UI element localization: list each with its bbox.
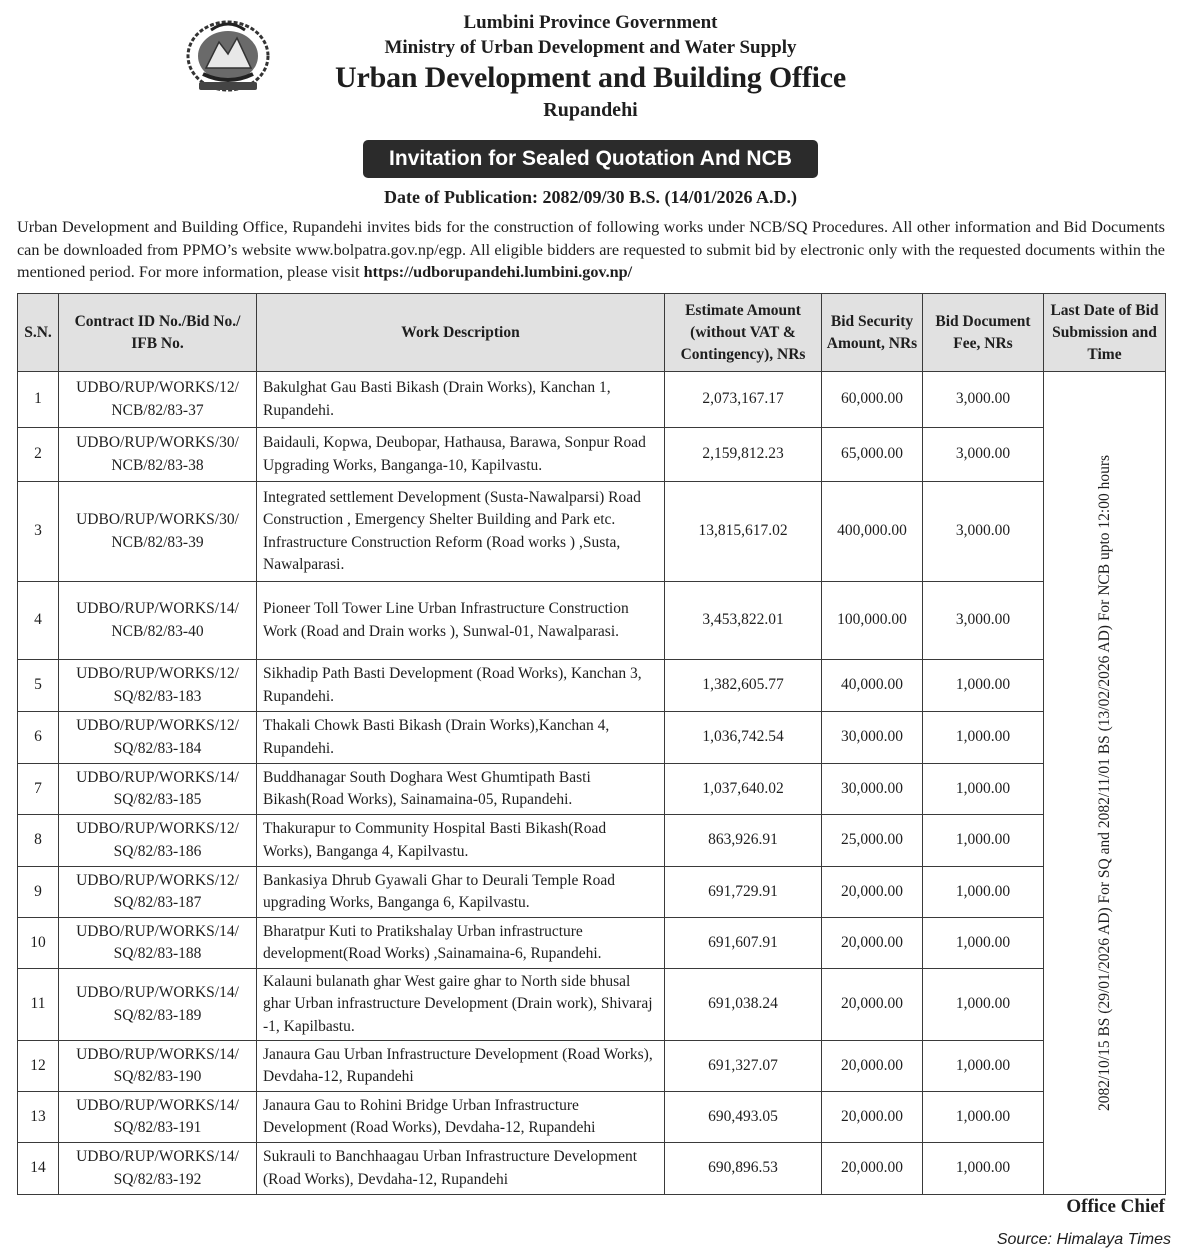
cell-work-description: Sikhadip Path Basti Development (Road Works), Kanchan 3, Rupandehi.: [257, 660, 665, 712]
cell-contract-id: [59, 1143, 257, 1195]
contract-id-line2: SQ/82/83-183: [113, 687, 202, 705]
contract-id-line1: UDBO/RUP/WORKS/30/: [76, 511, 239, 528]
cell-sn: 10: [18, 918, 59, 969]
cell-contract-id: [59, 815, 257, 867]
contract-id-line1: UDBO/RUP/WORKS/14/: [76, 768, 239, 786]
cell-work-description: Bakulghat Gau Basti Bikash (Drain Works), Kanchan 1, Rupandehi.: [257, 372, 665, 428]
header-estimate: Estimate Amount (without VAT & Contingency), NRs: [665, 294, 822, 372]
cell-sn: 9: [18, 867, 59, 918]
office-title: Urban Development and Building Office: [335, 61, 846, 94]
contract-id-line2: SQ/82/83-189: [113, 1006, 202, 1024]
table-row: [18, 764, 1166, 815]
cell-work-description: Janaura Gau Urban Infrastructure Development (Road Works), Devdaha-12, Rupandehi: [257, 1041, 665, 1092]
cell-document-fee: 1,000.00: [923, 815, 1044, 867]
ministry-title: Ministry of Urban Development and Water Supply: [384, 37, 797, 58]
cell-bid-security: 20,000.00: [822, 918, 923, 969]
district-title: Rupandehi: [543, 99, 638, 121]
cell-document-fee: 3,000.00: [923, 372, 1044, 428]
cell-work-description: Thakurapur to Community Hospital Basti Bikash(Road Works), Banganga 4, Kapilvastu.: [257, 815, 665, 867]
contract-id-line2: NCB/82/83-37: [111, 401, 204, 419]
cell-sn: 13: [18, 1092, 59, 1143]
cell-document-fee: 1,000.00: [923, 1143, 1044, 1195]
cell-document-fee: 1,000.00: [923, 1041, 1044, 1092]
cell-sn: 11: [18, 969, 59, 1041]
cell-estimate: 1,037,640.02: [665, 764, 822, 815]
cell-contract-id: [59, 918, 257, 969]
cell-estimate: 691,038.24: [665, 969, 822, 1041]
contract-id-line2: SQ/82/83-185: [113, 791, 202, 808]
table-row: [18, 582, 1166, 660]
cell-document-fee: 1,000.00: [923, 918, 1044, 969]
contract-id-line2: NCB/82/83-40: [111, 622, 204, 640]
cell-bid-security: 20,000.00: [822, 1092, 923, 1143]
contract-id-line2: SQ/82/83-192: [113, 1170, 202, 1188]
cell-document-fee: 3,000.00: [923, 582, 1044, 660]
website-link[interactable]: https://udborupandehi.lumbini.gov.np/: [363, 263, 633, 281]
header-bid-security: Bid Security Amount, NRs: [822, 294, 923, 372]
cell-sn: 7: [18, 764, 59, 815]
cell-contract-id: [59, 867, 257, 918]
table-row: [18, 660, 1166, 712]
header-work-description: Work Description: [257, 294, 665, 372]
cell-sn: 3: [18, 482, 59, 582]
cell-bid-security: 30,000.00: [822, 764, 923, 815]
cell-estimate: 2,073,167.17: [665, 372, 822, 428]
table-row: [18, 1143, 1166, 1195]
cell-document-fee: 3,000.00: [923, 428, 1044, 482]
cell-bid-security: 20,000.00: [822, 1143, 923, 1195]
cell-work-description: Thakali Chowk Basti Bikash (Drain Works),Kanchan 4, Rupandehi.: [257, 712, 665, 764]
publication-date: Date of Publication: 2082/09/30 B.S. (14/01/2026 A.D.): [384, 187, 797, 207]
cell-sn: 8: [18, 815, 59, 867]
cell-sn: 14: [18, 1143, 59, 1195]
province-title: Lumbini Province Government: [463, 12, 718, 33]
cell-contract-id: [59, 660, 257, 712]
cell-work-description: Pioneer Toll Tower Line Urban Infrastructure Construction Work (Road and Drain works ), Sunwal-01, Nawalparasi.: [257, 582, 665, 660]
table-row: [18, 428, 1166, 482]
intro-paragraph: [17, 216, 1165, 284]
table-row: [18, 815, 1166, 867]
cell-estimate: 863,926.91: [665, 815, 822, 867]
header-document-fee: Bid Document Fee, NRs: [923, 294, 1044, 372]
cell-bid-security: 20,000.00: [822, 867, 923, 918]
cell-estimate: 691,607.91: [665, 918, 822, 969]
cell-sn: 12: [18, 1041, 59, 1092]
cell-estimate: 3,453,822.01: [665, 582, 822, 660]
contract-id-line1: UDBO/RUP/WORKS/14/: [76, 922, 239, 940]
contract-id-line1: UDBO/RUP/WORKS/14/: [76, 1148, 239, 1165]
contract-id-line1: UDBO/RUP/WORKS/14/: [76, 1045, 239, 1063]
table-row: [18, 1041, 1166, 1092]
cell-contract-id: [59, 482, 257, 582]
cell-estimate: 1,382,605.77: [665, 660, 822, 712]
cell-estimate: 13,815,617.02: [665, 482, 822, 582]
cell-sn: 1: [18, 372, 59, 428]
contract-id-line1: UDBO/RUP/WORKS/12/: [76, 665, 239, 682]
cell-work-description: Integrated settlement Development (Susta-Nawalparsi) Road Construction , Emergency Shelter Building and Park etc. Infrastructure Construction Reform (Road works ) ,Susta, Nawalparasi.: [257, 482, 665, 582]
cell-bid-security: 40,000.00: [822, 660, 923, 712]
table-header-row: [18, 294, 1166, 372]
cell-contract-id: [59, 969, 257, 1041]
header-sn: S.N.: [18, 294, 59, 372]
cell-estimate: 690,896.53: [665, 1143, 822, 1195]
cell-sn: 5: [18, 660, 59, 712]
contract-id-line2: SQ/82/83-184: [113, 739, 202, 757]
intro-text: Urban Development and Building Office, Rupandehi invites bids for the construction of following works under NCB/SQ Procedures. All other information and Bid Documents can be downloaded from PPMO’s website www.bolpatra.gov.np/egp. All eligible bidders are requested to submit bid by electronic only with the requested documents within the mentioned period. For more information, please visit: [17, 218, 1165, 281]
cell-document-fee: 1,000.00: [923, 969, 1044, 1041]
cell-bid-security: 20,000.00: [822, 1041, 923, 1092]
cell-estimate: 691,729.91: [665, 867, 822, 918]
cell-bid-security: 400,000.00: [822, 482, 923, 582]
notice-banner: Invitation for Sealed Quotation And NCB: [363, 140, 818, 178]
cell-estimate: 691,327.07: [665, 1041, 822, 1092]
cell-work-description: Janaura Gau to Rohini Bridge Urban Infrastructure Development (Road Works), Devdaha-12, Rupandehi: [257, 1092, 665, 1143]
header-deadline: Last Date of Bid Submission and Time: [1044, 294, 1166, 372]
cell-work-description: Sukrauli to Banchhaagau Urban Infrastructure Development (Road Works), Devdaha-12, Rupandehi: [257, 1143, 665, 1195]
cell-sn: 4: [18, 582, 59, 660]
cell-work-description: Kalauni bulanath ghar West gaire ghar to North side bhusal ghar Urban infrastructure Development (Drain work), Shivaraj -1, Kapilbastu.: [257, 969, 665, 1041]
cell-bid-security: 100,000.00: [822, 582, 923, 660]
contract-id-line2: NCB/82/83-38: [111, 456, 204, 474]
contract-id-line1: UDBO/RUP/WORKS/12/: [76, 379, 239, 396]
cell-work-description: Baidauli, Kopwa, Deubopar, Hathausa, Barawa, Sonpur Road Upgrading Works, Banganga-10, Kapilvastu.: [257, 428, 665, 482]
cell-bid-security: 60,000.00: [822, 372, 923, 428]
contract-id-line2: SQ/82/83-191: [113, 1119, 202, 1136]
cell-document-fee: 1,000.00: [923, 764, 1044, 815]
cell-document-fee: 3,000.00: [923, 482, 1044, 582]
table-row: [18, 712, 1166, 764]
cell-sn: 6: [18, 712, 59, 764]
cell-work-description: Bharatpur Kuti to Pratikshalay Urban infrastructure development(Road Works) ,Sainamaina-6, Rupandehi.: [257, 918, 665, 969]
cell-contract-id: [59, 1041, 257, 1092]
contract-id-line2: SQ/82/83-187: [113, 894, 202, 911]
contract-id-line2: SQ/82/83-190: [113, 1068, 202, 1085]
contract-id-line2: SQ/82/83-186: [113, 842, 202, 860]
source-credit: Source: Himalaya Times: [996, 1231, 1171, 1248]
cell-contract-id: [59, 1092, 257, 1143]
cell-work-description: Bankasiya Dhrub Gyawali Ghar to Deurali Temple Road upgrading Works, Banganga 6, Kapilvastu.: [257, 867, 665, 918]
contract-id-line1: UDBO/RUP/WORKS/12/: [76, 717, 239, 734]
contract-id-line2: NCB/82/83-39: [111, 533, 204, 551]
cell-document-fee: 1,000.00: [923, 867, 1044, 918]
cell-contract-id: [59, 764, 257, 815]
cell-estimate: 690,493.05: [665, 1092, 822, 1143]
contract-id-line1: UDBO/RUP/WORKS/30/: [76, 434, 239, 451]
cell-sn: 2: [18, 428, 59, 482]
contract-id-line1: UDBO/RUP/WORKS/14/: [76, 984, 239, 1001]
header-contract-id: Contract ID No./Bid No./ IFB No.: [59, 294, 257, 372]
contract-id-line2: SQ/82/83-188: [113, 945, 202, 962]
cell-work-description: Buddhanagar South Doghara West Ghumtipath Basti Bikash(Road Works), Sainamaina-05, Rupandehi.: [257, 764, 665, 815]
cell-estimate: 2,159,812.23: [665, 428, 822, 482]
cell-document-fee: 1,000.00: [923, 1092, 1044, 1143]
signature-office-chief: Office Chief: [1066, 1196, 1165, 1217]
letterhead: [0, 10, 1181, 124]
contract-id-line1: UDBO/RUP/WORKS/12/: [76, 820, 239, 837]
contract-id-line1: UDBO/RUP/WORKS/12/: [76, 871, 239, 889]
cell-deadline: [1044, 372, 1166, 1195]
cell-bid-security: 65,000.00: [822, 428, 923, 482]
cell-contract-id: [59, 428, 257, 482]
cell-estimate: 1,036,742.54: [665, 712, 822, 764]
table-row: [18, 482, 1166, 582]
cell-contract-id: [59, 712, 257, 764]
cell-bid-security: 25,000.00: [822, 815, 923, 867]
cell-contract-id: [59, 372, 257, 428]
table-row: [18, 969, 1166, 1041]
table-row: [18, 867, 1166, 918]
bids-table: [17, 293, 1166, 1195]
table-row: [18, 918, 1166, 969]
cell-bid-security: 20,000.00: [822, 969, 923, 1041]
cell-contract-id: [59, 582, 257, 660]
deadline-text: 2082/10/15 BS (29/01/2026 AD) For SQ and 2082/11/01 BS (13/02/2026 AD) For NCB upto 12:00 hours: [1095, 454, 1113, 1112]
table-row: [18, 372, 1166, 428]
table-row: [18, 1092, 1166, 1143]
cell-document-fee: 1,000.00: [923, 712, 1044, 764]
cell-document-fee: 1,000.00: [923, 660, 1044, 712]
contract-id-line1: UDBO/RUP/WORKS/14/: [76, 1096, 239, 1114]
cell-bid-security: 30,000.00: [822, 712, 923, 764]
contract-id-line1: UDBO/RUP/WORKS/14/: [76, 600, 239, 617]
